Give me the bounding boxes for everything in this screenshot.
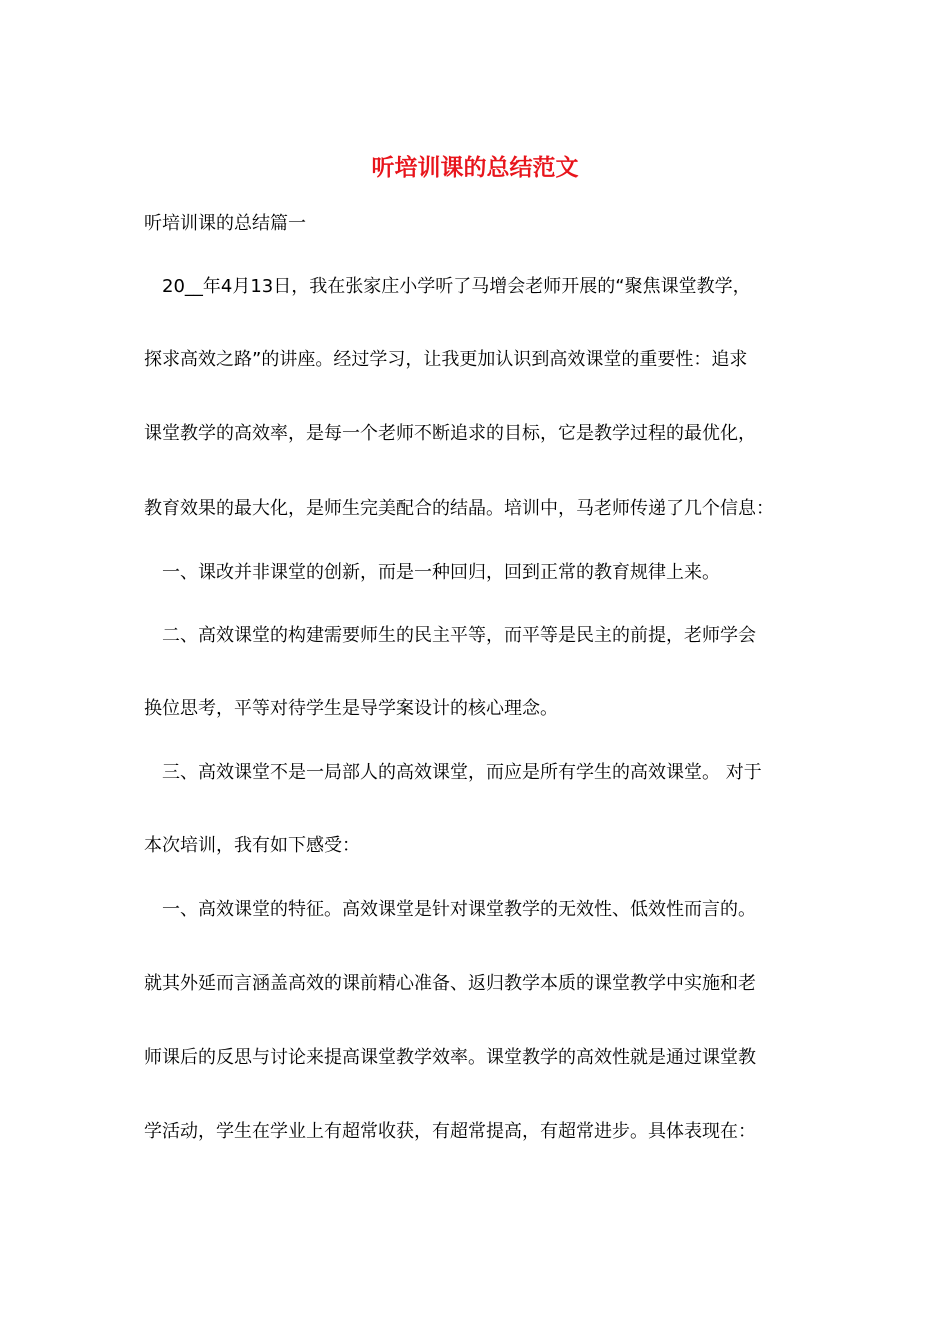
paragraph-line: 探求高效之路”的讲座。经过学习，让我更加认识到高效课堂的重要性：追求	[144, 349, 748, 370]
paragraph-line: 师课后的反思与讨论来提高课堂教学效率。课堂教学的高效性就是通过课堂教	[144, 1047, 756, 1068]
paragraph-line: 一、高效课堂的特征。高效课堂是针对课堂教学的无效性、低效性而言的。	[162, 899, 756, 920]
paragraph-line: 一、课改并非课堂的创新，而是一种回归，回到正常的教育规律上来。	[162, 562, 720, 583]
paragraph-line: 本次培训，我有如下感受：	[144, 835, 360, 856]
paragraph-line: 三、高效课堂不是一局部人的高效课堂，而应是所有学生的高效课堂。 对于	[162, 762, 762, 783]
document-title: 听培训课的总结范文	[371, 154, 579, 181]
paragraph-line: 就其外延而言涵盖高效的课前精心准备、返归教学本质的课堂教学中实施和老	[144, 973, 756, 994]
paragraph-line: 20__年4月13日，我在张家庄小学听了马增会老师开展的“聚焦课堂教学，	[162, 276, 751, 297]
paragraph-line: 二、高效课堂的构建需要师生的民主平等，而平等是民主的前提，老师学会	[162, 625, 756, 646]
paragraph-line: 学活动，学生在学业上有超常收获，有超常提高，有超常进步。具体表现在：	[144, 1121, 756, 1142]
paragraph-line: 换位思考，平等对待学生是导学案设计的核心理念。	[144, 698, 558, 719]
paragraph-line: 教育效果的最大化，是师生完美配合的结晶。培训中，马老师传递了几个信息：	[144, 498, 774, 519]
paragraph-line: 课堂教学的高效率，是每一个老师不断追求的目标，它是教学过程的最优化，	[144, 423, 756, 444]
section-heading: 听培训课的总结篇一	[144, 213, 306, 234]
